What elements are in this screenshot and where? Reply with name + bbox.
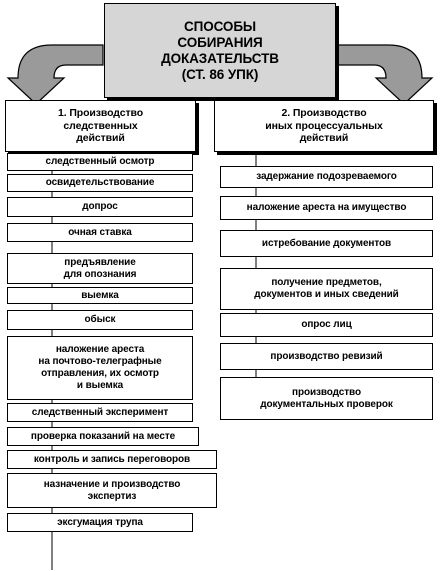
left-item-mail-arrest: наложение ареста на почтово-телеграфные отправления, их осмотр и выемка	[7, 336, 193, 400]
left-item-confrontation: очная ставка	[7, 223, 193, 242]
left-item-seizure: выемка	[7, 287, 193, 304]
left-item-identification: предъявление для опознания	[7, 253, 193, 284]
diagram-title: СПОСОБЫ СОБИРАНИЯ ДОКАЗАТЕЛЬСТВ (СТ. 86 УПК)	[104, 3, 336, 98]
right-item-documents: истребование документов	[220, 230, 433, 257]
right-item-objects: получение предметов, документов и иных сведений	[220, 268, 433, 310]
right-branch-header: 2. Производство иных процессуальных действий	[214, 100, 434, 152]
right-item-audits: производство ревизий	[220, 343, 433, 370]
left-item-examination: следственный осмотр	[7, 153, 193, 171]
left-item-experiment: следственный эксперимент	[7, 403, 193, 422]
left-curved-arrow	[8, 45, 103, 104]
left-item-verification: проверка показаний на месте	[7, 427, 199, 446]
right-item-detention: задержание подозреваемого	[220, 166, 433, 188]
left-item-interrogation: допрос	[7, 197, 193, 217]
left-item-expertise: назначение и производство экспертиз	[7, 473, 217, 508]
right-item-document-checks: производство документальных проверок	[220, 377, 433, 420]
left-item-inspection: освидетельствование	[7, 174, 193, 192]
left-item-exhumation: эксгумация трупа	[7, 513, 193, 532]
left-item-search: обыск	[7, 310, 193, 330]
right-curved-arrow	[337, 45, 432, 104]
left-item-wiretap: контроль и запись переговоров	[7, 450, 217, 469]
left-branch-header: 1. Производство следственных действий	[5, 100, 196, 152]
right-item-survey: опрос лиц	[220, 313, 433, 337]
right-item-property-arrest: наложение ареста на имущество	[220, 196, 433, 220]
